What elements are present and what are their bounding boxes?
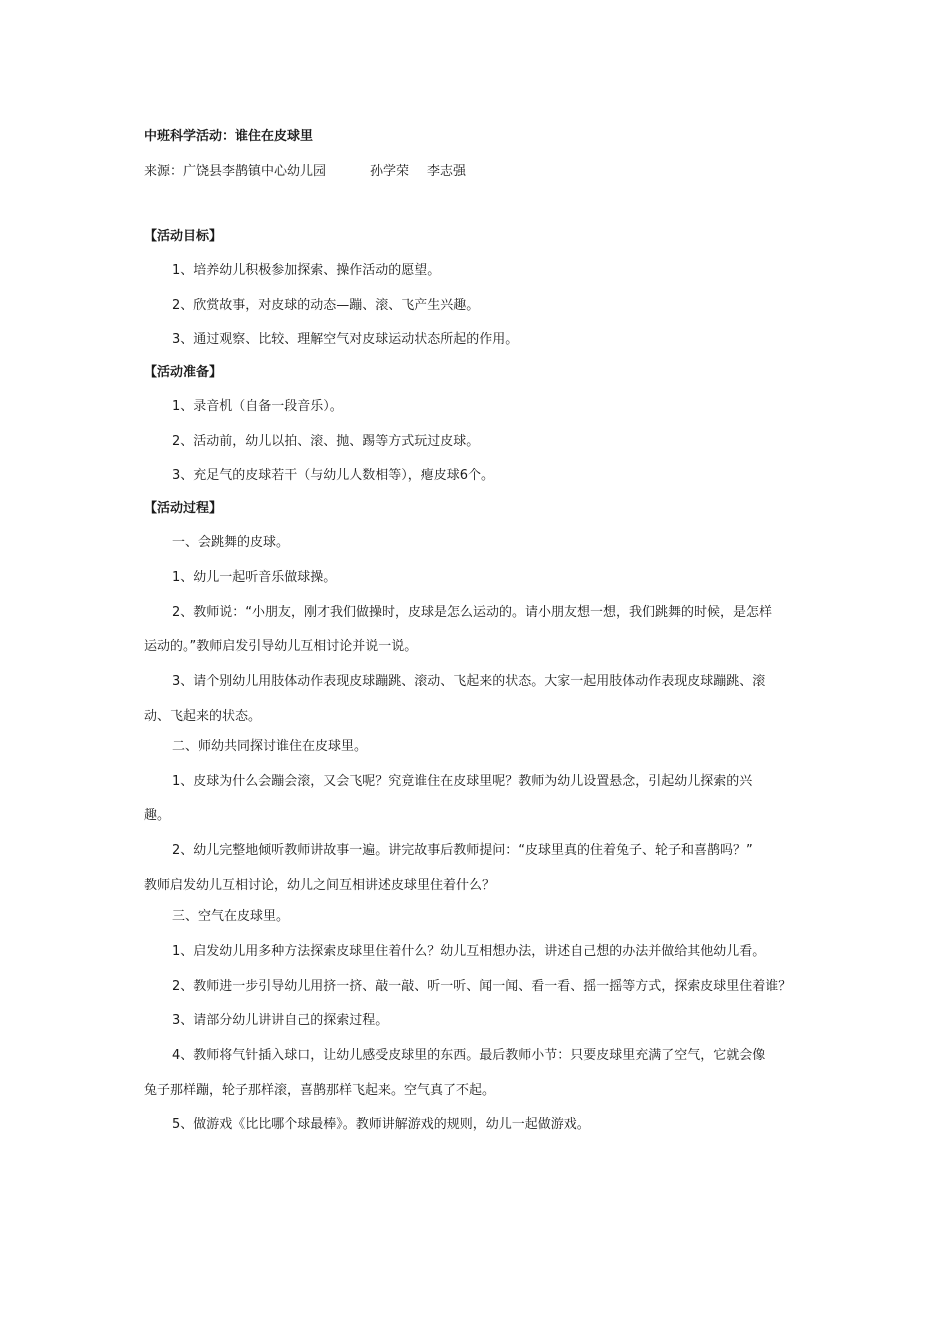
author-2: 李志强 [427,164,467,179]
process-line: 2、幼儿完整地倾听教师讲故事一遍。讲完故事后教师提问：“皮球里真的住着兔子、轮子和喜鹊吗？” [172,843,753,858]
prep-item: 3、充足气的皮球若干（与幼儿人数相等），瘪皮球6个。 [172,468,495,483]
source-line [144,163,466,181]
process-subheading: 二、师幼共同探讨谁住在皮球里。 [172,739,368,754]
process-line: 运动的。”教师启发引导幼儿互相讨论并说一说。 [144,639,418,654]
process-subheading: 三、空气在皮球里。 [172,909,290,924]
process-line: 动、飞起来的状态。 [144,709,262,724]
prep-item: 2、活动前，幼儿以拍、滚、抛、踢等方式玩过皮球。 [172,434,480,449]
process-line: 教师启发幼儿互相讨论，幼儿之间互相讲述皮球里住着什么？ [144,878,496,893]
goal-item: 3、通过观察、比较、理解空气对皮球运动状态所起的作用。 [172,332,519,347]
process-line: 2、教师进一步引导幼儿用挤一挤、敲一敲、听一听、闻一闻、看一看、摇一摇等方式，探索皮球里住着谁？ [172,979,792,994]
process-line: 趣。 [144,808,171,823]
page-title: 中班科学活动：谁住在皮球里 [144,129,314,144]
process-line: 5、做游戏《比比哪个球最棒》。教师讲解游戏的规则，幼儿一起做游戏。 [172,1117,590,1132]
process-line: 1、皮球为什么会蹦会滚，又会飞呢？究竟谁住在皮球里呢？教师为幼儿设置悬念，引起幼儿探索的兴 [172,774,753,789]
process-line: 2、教师说：“小朋友，刚才我们做操时，皮球是怎么运动的。请小朋友想一想，我们跳舞的时候，是怎样 [172,605,773,620]
source-label: 来源：广饶县李鹊镇中心幼儿园 [144,164,327,179]
prep-item: 1、录音机（自备一段音乐）。 [172,399,343,414]
process-subheading: 一、会跳舞的皮球。 [172,535,290,550]
author-1: 孙学荣 [370,164,410,179]
section-heading-prep: 【活动准备】 [144,365,223,380]
process-line: 4、教师将气针插入球口，让幼儿感受皮球里的东西。最后教师小节：只要皮球里充满了空气，它就会像 [172,1048,766,1063]
section-heading-goals: 【活动目标】 [144,229,223,244]
goal-item: 2、欣赏故事，对皮球的动态—蹦、滚、飞产生兴趣。 [172,298,480,313]
process-line: 1、幼儿一起听音乐做球操。 [172,570,337,585]
process-line: 3、请部分幼儿讲讲自己的探索过程。 [172,1013,389,1028]
process-line: 3、请个别幼儿用肢体动作表现皮球蹦跳、滚动、飞起来的状态。大家一起用肢体动作表现皮球蹦跳、滚 [172,674,766,689]
process-line: 兔子那样蹦，轮子那样滚，喜鹊那样飞起来。空气真了不起。 [144,1083,496,1098]
section-heading-process: 【活动过程】 [144,501,223,516]
goal-item: 1、培养幼儿积极参加探索、操作活动的愿望。 [172,263,441,278]
process-line: 1、启发幼儿用多种方法探索皮球里住着什么？幼儿互相想办法，讲述自己想的办法并做给其他幼儿看。 [172,944,766,959]
